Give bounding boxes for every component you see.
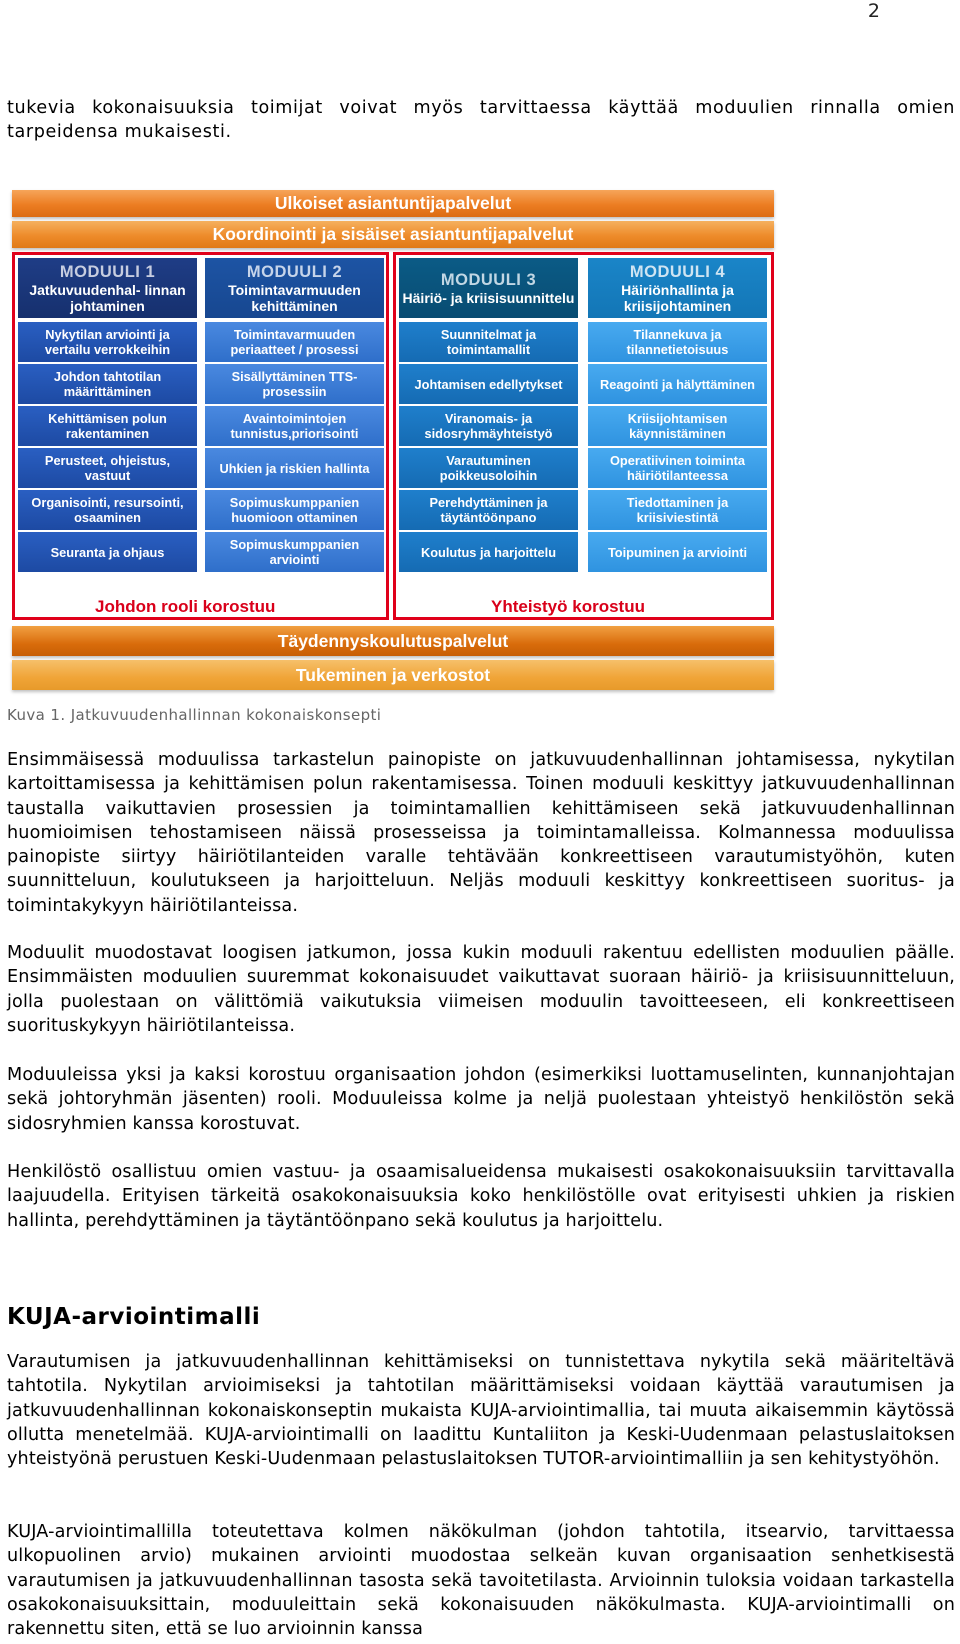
band-support-networks: Tukeminen ja verkostot — [12, 660, 774, 690]
module-item: Varautuminen poikkeusoloihin — [399, 448, 578, 488]
module-item: Toipuminen ja arviointi — [588, 532, 767, 572]
body-paragraph-3: Moduuleissa yksi ja kaksi korostuu organisaation johdon (esimerkiksi luottamuselinten, kunnanjohtajan sekä johtoryhmän jäsenten) rooli. Moduuleissa kolme ja neljä puolestaan yhteistyö henkilöstön sekä sidosryhmien kanssa korostuvat. — [7, 1065, 955, 1134]
module-1-column — [18, 258, 197, 574]
intro-paragraph: tukevia kokonaisuuksia toimijat voivat myös tarvittaessa käyttää moduulien rinnalla omien tarpeidensa mukaisesti. — [7, 98, 955, 143]
module-item: Tiedottaminen ja kriisiviestintä — [588, 490, 767, 530]
module-item: Kriisijohtamisen käynnistäminen — [588, 406, 767, 446]
module-subtitle: Häiriönhallinta ja kriisijohtaminen — [621, 281, 734, 314]
concept-figure — [12, 190, 774, 695]
module-item: Sopimuskumppanien arviointi — [205, 532, 384, 572]
section-paragraph-1: Varautumisen ja jatkuvuudenhallinnan kehittämiseksi on tunnistettava nykytila sekä määriteltävä tahtotila. Nykytilan arvioimiseksi ja tahtotilan määrittämiseksi voidaan käyttää varautumisen ja jatkuvuudenhallinnan kokonaiskonseptin mukaista KUJA-arviointimallia, tai muuta aikaisemmin käytössä ollutta menetelmää. KUJA-arviointimalli on laadittu Kuntaliiton ja Keski-Uudenmaan pelastuslaitoksen yhteistyönä perustuen Keski-Uudenmaan pelastuslaitoksen TUTOR-arviointimalliin ja sen kehitystyöhön. — [7, 1352, 955, 1470]
section-paragraph-2: KUJA-arviointimallilla toteutettava kolmen näkökulman (johdon tahtotila, itsearvio, tarvittaessa ulkopuolinen arvio) mukainen arviointi muodostaa selkeän kuvan organisaation senhetkisestä varautumisen ja jatkuvuudenhallinnan tasosta sekä tavoitetilasta. Arvioinnin tuloksia voidaan tarkastella osakokonaisuuksittain, moduuleittain sekä kokonaisuuden näkökulmasta. KUJA-arviointimalli on rakennettu siten, että se luo arvioinnin kanssa — [7, 1522, 955, 1640]
section-heading: KUJA-arviointimalli — [7, 1304, 261, 1330]
module-item: Nykytilan arviointi ja vertailu verrokkeihin — [18, 322, 197, 362]
band-coordination: Koordinointi ja sisäiset asiantuntijapalvelut — [12, 221, 774, 248]
module-item: Perusteet, ohjeistus, vastuut — [18, 448, 197, 488]
module-title: MODUULI 4 — [629, 262, 726, 281]
module-item: Toimintavarmuuden periaatteet / prosessi — [205, 322, 384, 362]
module-item: Uhkien ja riskien hallinta — [205, 448, 384, 488]
module-item: Sopimuskumppanien huomioon ottaminen — [205, 490, 384, 530]
module-item: Operatiivinen toiminta häiriötilanteessa — [588, 448, 767, 488]
module-title: MODUULI 2 — [246, 262, 343, 281]
module-item: Johtamisen edellytykset — [399, 364, 578, 404]
module-item: Perehdyttäminen ja täytäntöönpano — [399, 490, 578, 530]
body-paragraph-2: Moduulit muodostavat loogisen jatkumon, jossa kukin moduuli rakentuu edellisten moduulien päälle. Ensimmäisten moduulien suuremmat kokonaisuudet vaikuttavat suoraan häiriö- ja kriisisuunnitteluun, jolla puolestaan on välittömiä vaikutuksia viimeisen moduulin tavoitteeseen, eli konkreettiseen suorituskykyyn häiriötilanteissa. — [7, 943, 955, 1036]
module-subtitle: Häiriö- ja kriisisuunnittelu — [402, 289, 575, 306]
module-4-column — [588, 258, 767, 574]
module-title: MODUULI 3 — [440, 270, 537, 289]
band-external-services: Ulkoiset asiantuntijapalvelut — [12, 190, 774, 217]
module-header — [399, 258, 578, 318]
module-item: Reagointi ja hälyttäminen — [588, 364, 767, 404]
frame-label-cooperation: Yhteistyö korostuu — [491, 597, 645, 616]
module-header — [205, 258, 384, 318]
module-subtitle: Toimintavarmuuden kehittäminen — [228, 281, 361, 314]
module-header — [18, 258, 197, 318]
module-item: Johdon tahtotilan määrittäminen — [18, 364, 197, 404]
module-item: Kehittämisen polun rakentaminen — [18, 406, 197, 446]
figure-caption: Kuva 1. Jatkuvuudenhallinnan kokonaiskonsepti — [7, 706, 382, 724]
module-item: Seuranta ja ohjaus — [18, 532, 197, 572]
module-item: Tilannekuva ja tilannetietoisuus — [588, 322, 767, 362]
frame-label-leadership: Johdon rooli korostuu — [95, 597, 276, 616]
module-item: Organisointi, resursointi, osaaminen — [18, 490, 197, 530]
module-item: Suunnitelmat ja toimintamallit — [399, 322, 578, 362]
module-3-column — [399, 258, 578, 574]
band-training-services: Täydennyskoulutuspalvelut — [12, 626, 774, 656]
body-paragraph-4: Henkilöstö osallistuu omien vastuu- ja osaamisalueidensa mukaisesti osakokonaisuuksiin tarvittavalla laajuudella. Erityisen tärkeitä osakokonaisuuksia koko henkilöstölle ovat erityisesti uhkien ja riskien hallinta, perehdyttäminen ja täytäntöönpano sekä koulutus ja harjoittelu. — [7, 1162, 955, 1231]
module-item: Avaintoimintojen tunnistus,priorisointi — [205, 406, 384, 446]
module-2-column — [205, 258, 384, 574]
page-number: 2 — [867, 0, 880, 22]
module-item: Sisällyttäminen TTS-prosessiin — [205, 364, 384, 404]
module-header — [588, 258, 767, 318]
module-item: Viranomais- ja sidosryhmäyhteistyö — [399, 406, 578, 446]
module-subtitle: Jatkuvuudenhal- linnan johtaminen — [29, 281, 186, 314]
body-paragraph-1: Ensimmäisessä moduulissa tarkastelun painopiste on jatkuvuudenhallinnan johtamisessa, nykytilan kartoittamisessa ja kehittämisen polun rakentamisessa. Toinen moduuli keskittyy jatkuvuudenhallinnan taustalla vaikuttavien prosessien ja toimintamallien kehittämiseen sekä jatkuvuudenhallinnan huomioimisen tehostamiseen näissä prosesseissa ja toimintamalleissa. Kolmannessa moduulissa painopiste siirtyy häiriötilanteiden varalle tehtävään konkreettiseen varautumistyöhön, kuten suunnitteluun, koulutukseen ja harjoitteluun. Neljäs moduuli keskittyy konkreettiseen suoritus- ja toimintakykyyn häiriötilanteissa. — [7, 750, 955, 916]
module-title: MODUULI 1 — [59, 262, 156, 281]
module-item: Koulutus ja harjoittelu — [399, 532, 578, 572]
